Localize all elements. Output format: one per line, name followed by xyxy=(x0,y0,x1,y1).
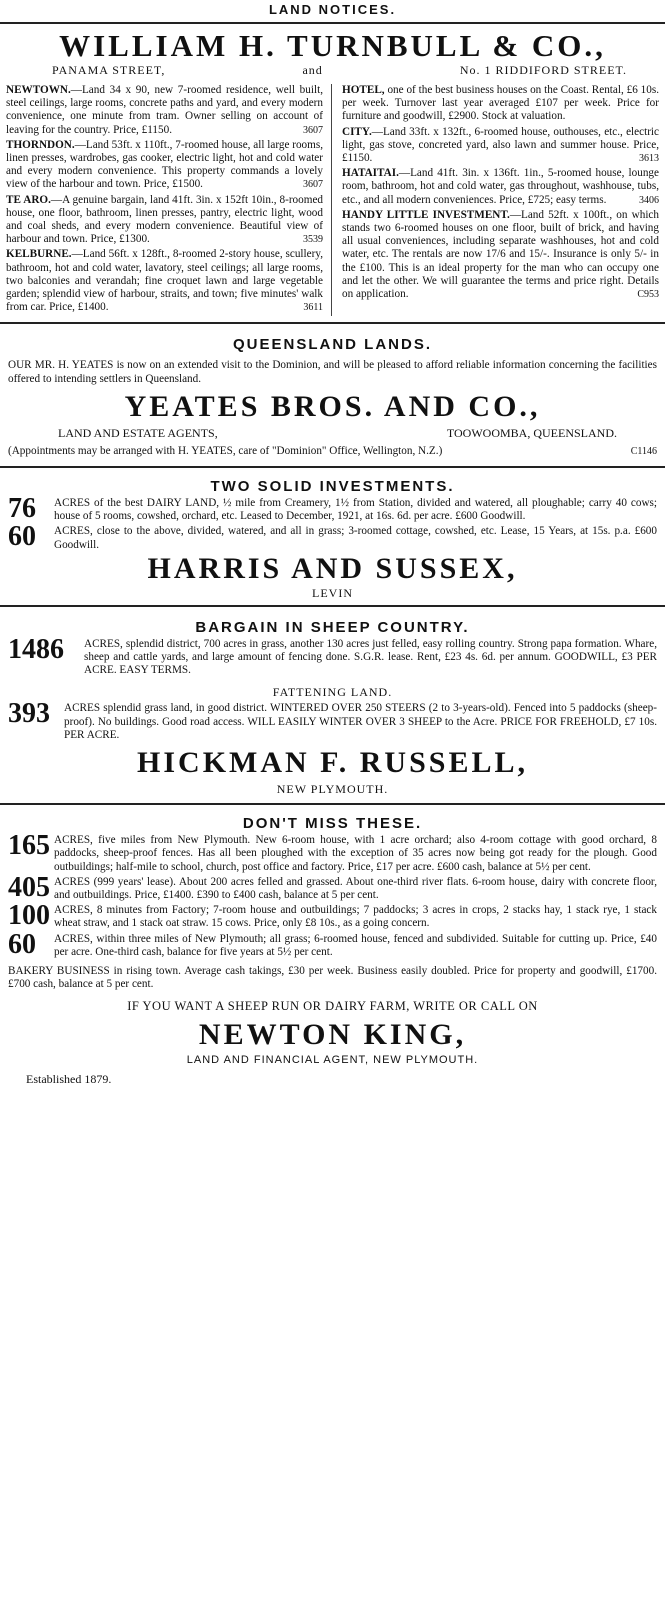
listing-hotel: HOTEL, one of the best business houses on the Coast. Rental, £6 10s. per week. Turnover last year averaged £107 per week. Price for furniture and goodwill, £2900. Stock at valuation. xyxy=(342,84,659,123)
turnbull-listings xyxy=(0,84,665,316)
yeates-location: TOOWOOMBA, QUEENSLAND. xyxy=(446,425,617,440)
listing-hataitai: HATAITAI.—Land 41ft. 3in. x 136ft. 1in., 5-roomed house, lounge room, bathroom, hot and cold water, gas throughout, washhouse, tubs, etc., and all modern conveniences. Price, £725; easy terms. 3406 xyxy=(342,167,659,206)
ad-76-acres: 76 ACRES of the best DAIRY LAND, ½ mile from Creamery, 1½ from Station, divided and watered, all ploughable; carry 40 cows; house of 5 rooms, cowshed, orchard, etc. Leased to December, 1921, at 16s. 6d. per acre. £600 Goodwill. xyxy=(8,493,657,525)
ad-60-acres-np: 60 ACRES, within three miles of New Plymouth; all grass; 6-roomed house, fenced and subdivided. Suitable for cutting up. Price, £40 per acre. One-third cash, balance for five years at 5½ per cent. xyxy=(8,928,657,960)
turnbull-address xyxy=(0,63,665,78)
bakery-ad: BAKERY BUSINESS in rising town. Average cash takings, £30 per week. Business easily doubled. Price for property and goodwill, £1700. £700 cash, balance at 5 per cent. xyxy=(8,964,657,991)
sheep-rule xyxy=(0,803,665,805)
ad-1486-acres: 1486 ACRES, splendid district, 700 acres in grass, another 130 acres just felled, easy rolling country. Strong papa formation. Whare, sheep and cattle yards, and large amount of fencing done. S.G.R. lease. Rent, £23 4s. 6d. per annum. GOODWILL, £3 PER ACRE. EASY TERMS. xyxy=(8,633,657,677)
fattening-subtitle: FATTENING LAND. xyxy=(272,685,393,700)
queensland-rule xyxy=(0,466,665,468)
queensland-text: OUR MR. H. YEATES is now on an extended visit to the Dominion, and will be pleased to afford reliable information concerning the facilities offered to intending settlers in Queensland. xyxy=(8,359,657,385)
listing-city: CITY.—Land 33ft. x 132ft., 6-roomed house, outhouses, etc., electric light, gas stove, concreted yard, also lawn and summer house. Price, £1150. 3613 xyxy=(342,125,659,165)
yeates-address xyxy=(8,426,657,441)
yeates-name: YEATES BROS. AND CO., xyxy=(124,389,541,423)
ad-405-acres: 405 ACRES (999 years' lease). About 200 acres felled and grassed. About one-third river flats. 6-room house, dairy with concrete floor, and outbuildings. Price, £1400. £390 to £400 cash, balance at 5 per cent. xyxy=(8,871,657,903)
turnbull-rule xyxy=(0,322,665,324)
listing-thorndon: THORNDON.—Land 53ft. x 110ft., 7-roomed house, all large rooms, linen presses, wardrobes, gas cooker, electric light, hot and cold water and every modern convenience. This property commands a lovely view of the harbour and town. Price, £1500. 3607 xyxy=(6,138,323,191)
listing-kelburne: KELBURNE.—Land 56ft. x 128ft., 8-roomed 2-story house, scullery, bathroom, hot and cold water, lavatory, steel ceilings; all large rooms, two balconies and verandah; fine croquet lawn and large vegetable garden; splendid view of harbour, straits, and town; five minutes' walk from car. Price, £1400. 3611 xyxy=(6,248,323,314)
ad-60-acres: 60 ACRES, close to the above, divided, watered, and all in grass; 3-roomed cottage, cowshed, etc. Lease, 15 Years, at 15s. p.a. £600 Goodwill. xyxy=(8,521,657,553)
two-solid-section xyxy=(0,478,665,601)
callout-text: IF YOU WANT A SHEEP RUN OR DAIRY FARM, WRITE OR CALL ON xyxy=(127,999,538,1014)
listing-newtown: NEWTOWN.—Land 34 x 90, new 7-roomed residence, well built, steel ceilings, large rooms, concrete paths and yard, and every modern convenience, one minute from tram. Owner selling on account of leaving for the country. Price, £1150. 3607 xyxy=(6,84,323,136)
harris-place: LEVIN xyxy=(312,585,353,600)
turnbull-section xyxy=(0,30,665,316)
newton-king-subtitle: LAND AND FINANCIAL AGENT, NEW PLYMOUTH. xyxy=(186,1054,479,1067)
page-title: LAND NOTICES. xyxy=(268,2,397,17)
sheep-title: BARGAIN IN SHEEP COUNTRY. xyxy=(195,618,470,636)
page-header xyxy=(0,0,665,22)
sheep-section xyxy=(0,619,665,797)
queensland-section xyxy=(0,336,665,458)
turnbull-addr-mid: and xyxy=(302,63,323,77)
header-rule xyxy=(0,22,665,24)
listing-handy-investment: HANDY LITTLE INVESTMENT.—Land 52ft. x 100ft., on which stands two 6-roomed houses on one floor, built of brick, and having all usual conveniences, including separate washhouses, hot and cold water, etc. The rentals are now 17/6 and 15/-. Insurance is only 5/- in the £100. This is an ideal property for the man who can occupy one and let the other. We will guarantee the terms and price right. Details on application. C953 xyxy=(342,208,659,301)
harris-name: HARRIS AND SUSSEX, xyxy=(147,551,518,585)
hickman-name: HICKMAN F. RUSSELL, xyxy=(137,746,528,780)
hickman-place: NEW PLYMOUTH. xyxy=(276,782,389,797)
two-solid-rule xyxy=(0,605,665,607)
yeates-role: LAND AND ESTATE AGENTS, xyxy=(58,425,218,440)
ad-100-acres: 100 ACRES, 8 minutes from Factory; 7-room house and outbuildings; 7 paddocks; 3 acres in crops, 2 stacks hay, 1 stack rye, 1 stack wheat straw, and 1 stack oat straw. 15 cows. Price, only £8 10s., as a going concern. xyxy=(8,900,657,932)
turnbull-name: WILLIAM H. TURNBULL & CO., xyxy=(59,28,606,63)
queensland-title: QUEENSLAND LANDS. xyxy=(232,336,432,354)
turnbull-right-column xyxy=(342,84,659,316)
turnbull-addr-left: PANAMA STREET, xyxy=(52,63,166,77)
dont-miss-title: DON'T MISS THESE. xyxy=(242,815,423,833)
established-text: Established 1879. xyxy=(26,1072,112,1087)
newton-king-name: NEWTON KING, xyxy=(198,1018,467,1052)
listing-te-aro: TE ARO.—A genuine bargain, land 41ft. 3in. x 152ft 10in., 8-roomed house, one floor, bathroom, linen presses, pantry, electric light, wood and coal sheds, and every modern convenience. Beautiful view of harbour and town. Price, £1300. 3539 xyxy=(6,193,324,246)
yeates-note: (Appointments may be arranged with H. YEATES, care of "Dominion" Office, Wellington, N.Z.) C1146 xyxy=(8,444,657,457)
two-solid-title: TWO SOLID INVESTMENTS. xyxy=(210,478,455,496)
turnbull-left-column xyxy=(6,84,332,316)
ad-393-acres: 393 ACRES splendid grass land, in good district. WINTERED OVER 250 STEERS (2 to 3-years-old). Fenced into 5 paddocks (sheep-proof). No buildings. Good road access. WILL EASILY WINTER OVER 3 SHEEP to the Acre. PRICE FOR FREEHOLD, £7 10s. PER ACRE. xyxy=(8,698,657,741)
turnbull-addr-right: No. 1 RIDDIFORD STREET. xyxy=(459,63,627,77)
ad-165-acres: 165 ACRES, five miles from New Plymouth. New 6-room house, with 1 acre orchard; also 4-room cottage with good orchard, 8 paddocks, sheep-proof fences. Has all been ploughed with the exception of 35 acres now being got ready for the plough. Good outbuildings; half-mile to school, church, post office and factory. Price, £17 per acre. £600 cash, balance at 5½ per cent. xyxy=(8,830,657,873)
dont-miss-section xyxy=(0,815,665,1087)
